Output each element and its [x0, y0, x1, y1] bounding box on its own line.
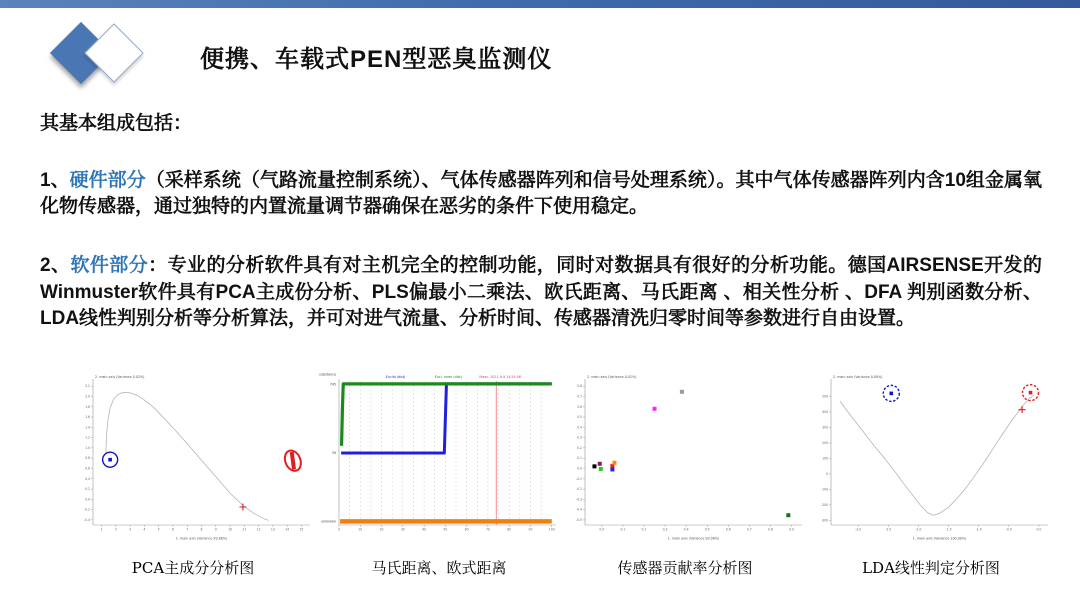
svg-text:0.9: 0.9 [789, 527, 794, 532]
pca-chart [70, 370, 316, 578]
svg-text:7: 7 [186, 527, 189, 532]
top-accent-bar [0, 0, 1080, 8]
svg-text:0.7: 0.7 [746, 527, 752, 532]
svg-text:1.2: 1.2 [85, 435, 90, 440]
svg-text:0.0: 0.0 [85, 497, 90, 502]
svg-text:0.2: 0.2 [577, 446, 582, 451]
svg-text:20: 20 [379, 527, 384, 532]
pca-chart-plot [70, 370, 316, 542]
chart-caption: 传感器贡献率分析图 [617, 559, 753, 578]
svg-text:0.1: 0.1 [620, 527, 626, 532]
svg-text:40: 40 [422, 527, 427, 532]
svg-text:100: 100 [822, 456, 828, 461]
svg-text:0.0: 0.0 [577, 466, 582, 471]
lda-chart-plot [808, 370, 1054, 542]
svg-text:-0.4: -0.4 [575, 507, 582, 512]
svg-text:0: 0 [826, 472, 828, 477]
svg-text:0.4: 0.4 [577, 425, 582, 430]
svg-text:400: 400 [822, 410, 828, 415]
diamond-white-icon [84, 23, 143, 82]
svg-text:70: 70 [485, 527, 490, 532]
svg-text:-0.4: -0.4 [83, 518, 90, 523]
svg-text:0.6: 0.6 [577, 404, 582, 409]
svg-text:15: 15 [299, 527, 304, 532]
svg-text:-0.1: -0.1 [575, 476, 582, 481]
software-paragraph [40, 253, 1042, 332]
page-title: 便携、车载式PEN型恶臭监测仪 [200, 45, 553, 73]
svg-text:0.5: 0.5 [577, 415, 582, 420]
hardware-item-number: 1、 [40, 170, 70, 191]
svg-text:14: 14 [285, 527, 290, 532]
svg-text:0.1: 0.1 [577, 456, 582, 461]
svg-text:0.8: 0.8 [85, 456, 90, 461]
svg-text:60: 60 [464, 527, 469, 532]
svg-text:100: 100 [548, 527, 555, 532]
svg-text:0.8: 0.8 [767, 527, 773, 532]
svg-text:0.6: 0.6 [85, 466, 90, 471]
distance-chart-plot [316, 370, 562, 542]
svg-text:0.6: 0.6 [725, 527, 731, 532]
svg-text:-0.2: -0.2 [83, 507, 90, 512]
svg-text:80: 80 [507, 527, 512, 532]
svg-text:500: 500 [822, 394, 828, 399]
svg-text:11: 11 [242, 527, 247, 532]
svg-text:1. main axis (Variance 99.86%): 1. main axis (Variance 99.86%) [175, 536, 228, 541]
svg-text:2.2: 2.2 [85, 384, 90, 389]
svg-text:1. main axis (Variance 99.98%): 1. main axis (Variance 99.98%) [667, 536, 720, 541]
chart-caption: LDA线性判定分析图 [862, 559, 1000, 578]
svg-text:0.7: 0.7 [577, 394, 582, 399]
svg-text:6: 6 [171, 527, 174, 532]
svg-text:0.4: 0.4 [683, 527, 689, 532]
svg-text:0.8: 0.8 [577, 384, 582, 389]
charts-row [38, 370, 1042, 578]
svg-text:-300: -300 [820, 518, 828, 523]
svg-text:-100: -100 [820, 487, 828, 492]
svg-text:-2.5: -2.5 [885, 527, 892, 532]
svg-text:1.8: 1.8 [85, 404, 90, 409]
svg-text:90: 90 [528, 527, 533, 532]
hardware-text: （采样系统（气路流量控制系统）、气体传感器阵列和信号处理系统）。其中气体传感器阵列内含10组金属氧化物传感器，通过独特的内置流量调节器确保在恶劣的条件下使用稳定。 [40, 170, 1042, 218]
svg-text:0.0: 0.0 [1036, 527, 1042, 532]
svg-text:-1.5: -1.5 [945, 527, 952, 532]
svg-text:3: 3 [129, 527, 132, 532]
svg-text:-0.5: -0.5 [1005, 527, 1012, 532]
svg-text:4: 4 [143, 527, 146, 532]
svg-text:2. main axis (Variance 0.02%): 2. main axis (Variance 0.02%) [587, 375, 637, 380]
svg-text:0.2: 0.2 [85, 487, 90, 492]
svg-text:-0.3: -0.3 [575, 497, 582, 502]
svg-text:2. main axis (Variance 0.00%): 2. main axis (Variance 0.00%) [833, 375, 883, 380]
hardware-highlight: 硬件部分 [69, 170, 146, 191]
svg-text:13: 13 [270, 527, 275, 532]
svg-text:39: 39 [331, 451, 336, 456]
svg-text:-1.0: -1.0 [975, 527, 982, 532]
svg-text:745: 745 [329, 382, 336, 387]
svg-text:2: 2 [114, 527, 117, 532]
svg-text:Euclid (dist): Euclid (dist) [385, 375, 406, 380]
svg-text:-2.0: -2.0 [915, 527, 922, 532]
svg-text:0.3: 0.3 [577, 435, 582, 440]
svg-text:-200: -200 [820, 503, 828, 508]
sensor-contribution-chart-plot [562, 370, 808, 542]
svg-text:0.4: 0.4 [85, 476, 90, 481]
svg-text:1: 1 [100, 527, 103, 532]
svg-text:12: 12 [256, 527, 261, 532]
svg-text:0.2: 0.2 [641, 527, 647, 532]
svg-text:50: 50 [443, 527, 448, 532]
diamond-logo-icon [56, 20, 158, 86]
svg-text:9: 9 [214, 527, 217, 532]
chart-caption: 马氏距离、欧式距离 [371, 559, 507, 578]
svg-text:8: 8 [200, 527, 203, 532]
svg-text:-0.2: -0.2 [575, 487, 582, 492]
svg-text:300: 300 [822, 425, 828, 430]
sensor-contribution-chart [562, 370, 808, 578]
svg-text:substance: substance [319, 372, 336, 377]
lda-chart [808, 370, 1054, 578]
svg-text:0.3: 0.3 [662, 527, 668, 532]
hardware-paragraph [40, 168, 1042, 220]
software-highlight: 软件部分 [70, 255, 149, 277]
svg-text:1. main axis (Variance 100.00%: 1. main axis (Variance 100.00%) [912, 536, 967, 541]
svg-text:5: 5 [157, 527, 160, 532]
svg-text:200: 200 [822, 441, 828, 446]
svg-text:1.0: 1.0 [85, 446, 90, 451]
chart-caption: PCA主成分分析图 [131, 559, 255, 578]
svg-text:-3.0: -3.0 [855, 527, 862, 532]
software-text: ：专业的分析软件具有对主机完全的控制功能，同时对数据具有很好的分析功能。德国AIRSENSE开发的Winmuster软件具有PCA主成份分析、PLS偏最小二乘法、欧氏距离、马氏距离 、相关性分析 、DFA 判别函数分析、LDA线性判别分析等分析算法，并可对进气流量、分析时间、传感器清洗归零时间等参数进行自由设置。 [40, 255, 1042, 329]
svg-text:Meas. 2021-9-9 14:54:56: Meas. 2021-9-9 14:54:56 [479, 375, 521, 380]
svg-text:unknown: unknown [321, 519, 336, 524]
svg-text:0: 0 [338, 527, 340, 532]
body-content [0, 108, 1080, 578]
svg-text:10: 10 [358, 527, 363, 532]
intro-text: 其基本组成包括： [40, 113, 193, 134]
svg-text:Eucl. norm (dist): Eucl. norm (dist) [434, 375, 463, 380]
svg-text:-0.5: -0.5 [575, 518, 582, 523]
svg-text:2.0: 2.0 [85, 394, 90, 399]
svg-text:10: 10 [228, 527, 233, 532]
svg-text:30: 30 [400, 527, 405, 532]
distance-chart [316, 370, 562, 578]
svg-text:0.5: 0.5 [704, 527, 710, 532]
svg-text:1.6: 1.6 [85, 415, 90, 420]
software-item-number: 2、 [40, 255, 71, 277]
header [0, 8, 1080, 84]
svg-text:0.0: 0.0 [599, 527, 605, 532]
svg-text:1.4: 1.4 [85, 425, 90, 430]
svg-text:2. main axis (Variance 0.02%): 2. main axis (Variance 0.02%) [95, 375, 145, 380]
